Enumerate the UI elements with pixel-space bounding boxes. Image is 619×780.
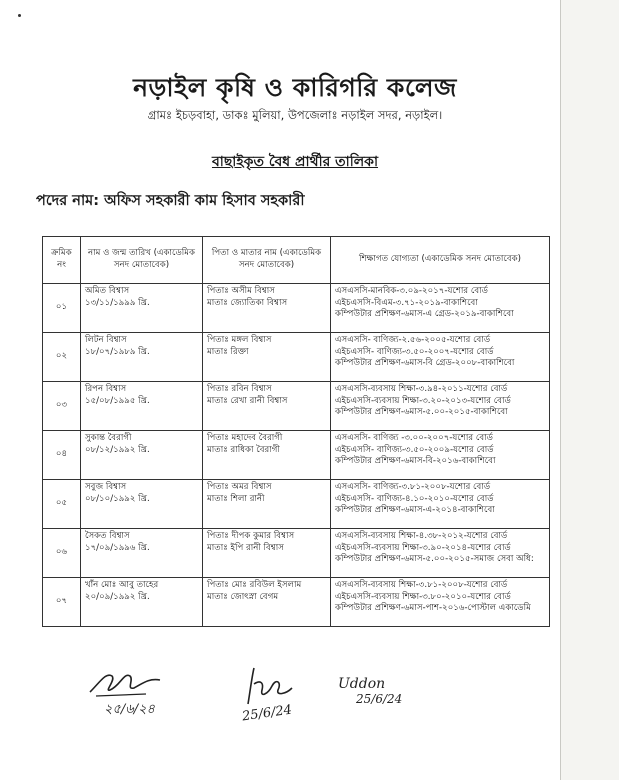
candidate-dob: ০৮/১২/১৯৯২ খ্রি. bbox=[85, 444, 150, 455]
qualification-computer: কম্পিউটার প্রশিক্ষণ-৬মাস-৫.০০-২০১৫-বাকাশিবো bbox=[335, 407, 508, 418]
signature-1-date: ২৫/৬/২৪ bbox=[104, 702, 155, 717]
father-name: পিতাঃ মোঃ রবিউল ইসলাম bbox=[207, 580, 302, 590]
qualification-cell bbox=[331, 480, 550, 529]
candidate-dob: ২০/০৯/১৯৯২ খ্রি. bbox=[85, 591, 150, 602]
signature-mark bbox=[86, 666, 166, 700]
qualification-cell bbox=[331, 333, 550, 382]
qualification-hsc: এইচএসসি-ব্যবসায় শিক্ষা-৩.৯০-২০১৪-যশোর বোর্ড bbox=[335, 542, 511, 553]
qualification-ssc: এসএসসি- বাণিজ্য -৩.০০-২০০৭-যশোর বোর্ড bbox=[335, 433, 493, 443]
serial-cell: ০৩ bbox=[43, 382, 81, 431]
father-name: পিতাঃ রবিন বিশ্বাস bbox=[207, 384, 272, 394]
header-parents: পিতা ও মাতার নাম (একাডেমিক সনদ মোতাবেক) bbox=[203, 237, 331, 284]
speck bbox=[18, 14, 21, 17]
name-dob-cell bbox=[81, 529, 203, 578]
name-dob-cell bbox=[81, 333, 203, 382]
qualification-computer: কম্পিউটার প্রশিক্ষণ-৬মাস-বি গ্রেড-২০০৮-বাকাশিবো bbox=[335, 358, 515, 369]
serial-cell: ০২ bbox=[43, 333, 81, 382]
qualification-cell bbox=[331, 382, 550, 431]
qualification-ssc: এসএসসি-মানবিক-৩.০৯-২০১৭-যশোর বোর্ড bbox=[335, 286, 488, 296]
qualification-computer: কম্পিউটার প্রশিক্ষণ-৬মাস-এ গ্রেড-২০১৯-বাকাশিবো bbox=[335, 309, 514, 320]
candidate-dob: ১৫/০৮/১৯৯৫ খ্রি. bbox=[85, 395, 150, 406]
qualification-hsc: এইচএসসি-ব্যবসায় শিক্ষা-৩.২০-২০১৩-যশোর বোর্ড bbox=[335, 395, 511, 406]
table-row bbox=[43, 333, 550, 382]
candidate-name: সবুজ বিশ্বাস bbox=[85, 482, 127, 492]
qualification-ssc: এসএসসি-ব্যবসায় শিক্ষা-৩.৯৪-২০১১-যশোর বোর্ড bbox=[335, 384, 508, 394]
signature-2 bbox=[238, 664, 298, 708]
mother-name: মাতাঃ জ্যোতিকা বিশ্বাস bbox=[207, 297, 288, 308]
mother-name: মাতাঃ রিক্তা bbox=[207, 346, 249, 357]
mother-name: মাতাঃ রেখা রানী বিশ্বাস bbox=[207, 395, 288, 406]
table-row bbox=[43, 480, 550, 529]
father-name: পিতাঃ দীপক কুমার বিশ্বাস bbox=[207, 531, 295, 541]
name-dob-cell bbox=[81, 480, 203, 529]
qualification-hsc: এইচএসসি-বিএম-৩.৭১-২০১৯-বাকাশিবো bbox=[335, 297, 478, 308]
parents-cell bbox=[203, 480, 331, 529]
serial-cell: ০৬ bbox=[43, 529, 81, 578]
post-name: পদের নাম: অফিস সহকারী কাম হিসাব সহকারী bbox=[36, 193, 305, 209]
serial-cell: ০১ bbox=[43, 284, 81, 333]
table-row bbox=[43, 284, 550, 333]
qualification-hsc: এইচএসসি-ব্যবসায় শিক্ষা-৩.৮০-২০১০-যশোর বোর্ড bbox=[335, 591, 511, 602]
mother-name: মাতাঃ রাধিকা বৈরাগী bbox=[207, 444, 280, 455]
qualification-ssc: এসএসসি-ব্যবসায় শিক্ষা-৪.৩৮-২০১২-যশোর বোর্ড bbox=[335, 531, 508, 541]
name-dob-cell bbox=[81, 431, 203, 480]
college-address: গ্রামঃ ইচড়বাহা, ডাকঃ মুলিয়া, উপজেলাঃ নড়াইল সদর, নড়াইল। bbox=[147, 108, 443, 122]
serial-cell: ০৭ bbox=[43, 578, 81, 627]
qualification-hsc: এইচএসসি- বাণিজ্য-৪.১০-২০১০-যশোর বোর্ড bbox=[335, 493, 494, 504]
mother-name: মাতাঃ জোৎস্না বেগম bbox=[207, 591, 279, 602]
candidate-table bbox=[42, 236, 550, 627]
candidate-dob: ১৩/১১/১৯৯৯ খ্রি. bbox=[85, 297, 150, 308]
signature-3-date: 25/6/24 bbox=[356, 692, 403, 706]
mother-name: মাতাঃ ইপি রানী বিশ্বাস bbox=[207, 542, 284, 553]
qualification-computer: কম্পিউটার প্রশিক্ষণ-৬মাস-বি-২০১৬-বাকাশিবো bbox=[335, 456, 496, 467]
qualification-ssc: এসএসসি- বাণিজ্য-৩.৮১-২০০৮-যশোর বোর্ড bbox=[335, 482, 491, 492]
table-row bbox=[43, 578, 550, 627]
candidate-name: লিটন বিশ্বাস bbox=[85, 335, 127, 345]
candidate-name: সুকান্ত বৈরাগী bbox=[85, 433, 132, 443]
header-name-dob: নাম ও জন্ম তারিখ (একাডেমিক সনদ মোতাবেক) bbox=[81, 237, 203, 284]
father-name: পিতাঃ অসীম বিশ্বাস bbox=[207, 286, 275, 296]
table-header-row bbox=[43, 237, 550, 284]
signature-2-date: 25/6/24 bbox=[241, 702, 293, 725]
college-name: নড়াইল কৃষি ও কারিগরি কলেজ bbox=[133, 73, 457, 102]
list-title: বাছাইকৃত বৈধ প্রার্থীর তালিকা bbox=[211, 154, 379, 170]
candidate-dob: ০৮/১০/১৯৯২ খ্রি. bbox=[85, 493, 150, 504]
header-serial: ক্রমিক নং bbox=[43, 237, 81, 284]
header-qualification: শিক্ষাগত যোগ্যতা (একাডেমিক সনদ মোতাবেক) bbox=[331, 237, 550, 284]
signature-mark bbox=[238, 664, 298, 708]
parents-cell bbox=[203, 431, 331, 480]
qualification-computer: কম্পিউটার প্রশিক্ষণ-৬মাস-৫.০০-২০১৫-সমাজ সেবা অধি: bbox=[335, 554, 534, 565]
qualification-computer: কম্পিউটার প্রশিক্ষণ-৬মাস-পাশ-২০১৬-পোস্টাল একাডেমি bbox=[335, 603, 531, 614]
candidate-name: রিপন বিশ্বাস bbox=[85, 384, 127, 394]
table-row bbox=[43, 431, 550, 480]
parents-cell bbox=[203, 529, 331, 578]
signature-3-name: Uddon bbox=[338, 676, 386, 692]
name-dob-cell bbox=[81, 578, 203, 627]
signature-1 bbox=[86, 666, 166, 700]
candidate-dob: ১৭/০৯/১৯৯৬ খ্রি. bbox=[85, 542, 150, 553]
candidate-name: সৈকত বিশ্বাস bbox=[85, 531, 130, 541]
page-edge bbox=[560, 0, 561, 780]
table-row bbox=[43, 382, 550, 431]
father-name: পিতাঃ মঙ্গল বিশ্বাস bbox=[207, 335, 272, 345]
father-name: পিতাঃ অমর বিশ্বাস bbox=[207, 482, 272, 492]
father-name: পিতাঃ মহাদেব বৈরাগী bbox=[207, 433, 283, 443]
qualification-cell bbox=[331, 431, 550, 480]
qualification-hsc: এইচএসসি- বাণিজ্য-৩.৫০-২০০৯-যশোর বোর্ড bbox=[335, 444, 494, 455]
qualification-cell bbox=[331, 529, 550, 578]
candidate-dob: ১৮/০৭/১৯৮৯ খ্রি. bbox=[85, 346, 150, 357]
mother-name: মাতাঃ শিলা রানী bbox=[207, 493, 265, 504]
qualification-ssc: এসএসসি-ব্যবসায় শিক্ষা-৩.৮১-২০০৮-যশোর বোর্ড bbox=[335, 580, 508, 590]
name-dob-cell bbox=[81, 284, 203, 333]
parents-cell bbox=[203, 333, 331, 382]
qualification-ssc: এসএসসি- বাণিজ্য-২.৫৬-২০০৫-যশোর বোর্ড bbox=[335, 335, 491, 345]
table-row bbox=[43, 529, 550, 578]
candidate-name: অমিত বিশ্বাস bbox=[85, 286, 130, 296]
qualification-cell bbox=[331, 578, 550, 627]
parents-cell bbox=[203, 578, 331, 627]
candidate-name: খাঁন মোঃ আবু তাহের bbox=[85, 580, 159, 590]
name-dob-cell bbox=[81, 382, 203, 431]
parents-cell bbox=[203, 284, 331, 333]
qualification-hsc: এইচএসসি- বাণিজ্য-৩.৫০-২০০৭-যশোর বোর্ড bbox=[335, 346, 494, 357]
serial-cell: ০৪ bbox=[43, 431, 81, 480]
serial-cell: ০৫ bbox=[43, 480, 81, 529]
qualification-computer: কম্পিউটার প্রশিক্ষণ-৬মাস-এ-২০১৪-বাকাশিবো bbox=[335, 505, 495, 516]
qualification-cell bbox=[331, 284, 550, 333]
parents-cell bbox=[203, 382, 331, 431]
